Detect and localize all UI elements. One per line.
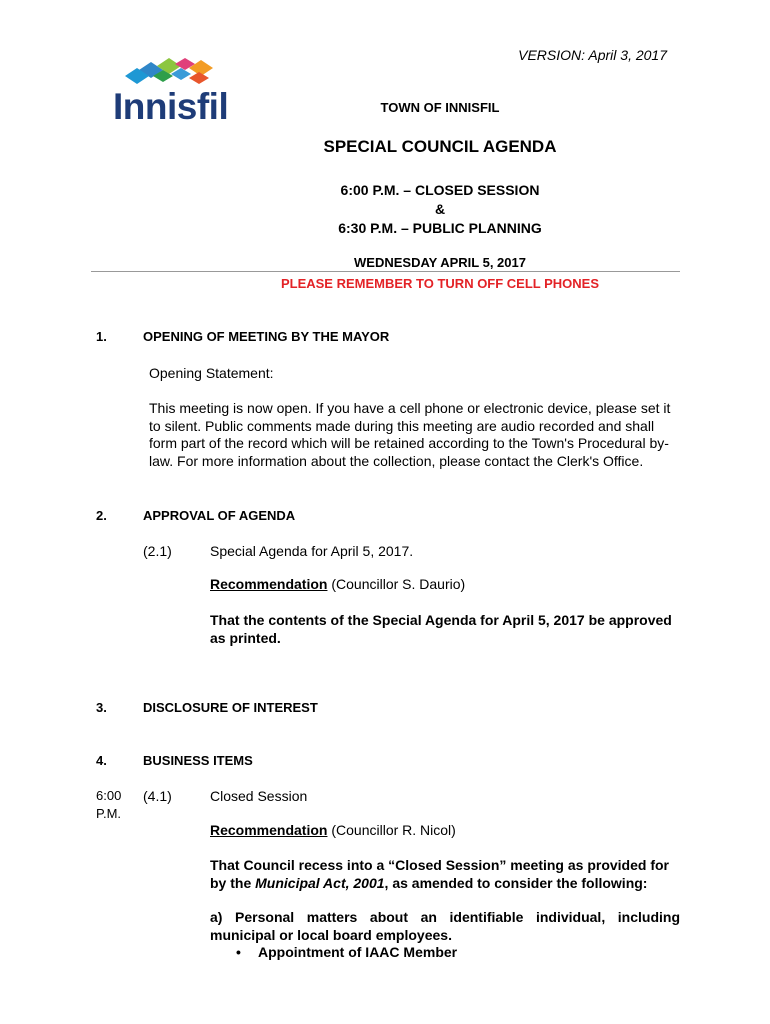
session-line-planning: 6:30 P.M. – PUBLIC PLANNING <box>338 220 542 236</box>
item-4-1-motion <box>210 857 680 892</box>
item-2-1-text: Special Agenda for April 5, 2017. <box>210 543 414 559</box>
motion-text-start: That Council recess into a “Closed Session” meeting as provided for by the <box>210 857 669 891</box>
version-date: VERSION: April 3, 2017 <box>518 47 667 63</box>
section-1-heading: OPENING OF MEETING BY THE MAYOR <box>143 329 390 344</box>
item-2-1-recommendation <box>210 576 680 594</box>
section-4-heading: BUSINESS ITEMS <box>143 753 253 768</box>
opening-statement-body: This meeting is now open. If you have a cell phone or electronic device, please set it to silent. Public comments made during this meeting are audio recorded and shall form part of the record which will be retained according to the Town's Procedural by-law. For more information about the collection, please contact the Clerk's Office. <box>149 400 671 469</box>
recommendation-label: Recommendation <box>210 822 328 838</box>
time-meridiem: P.M. <box>96 806 122 821</box>
item-4-1-time <box>96 787 136 823</box>
session-line-closed: 6:00 P.M. – CLOSED SESSION <box>340 182 540 198</box>
closed-session-bullet <box>236 944 457 960</box>
item-2-1-motion: That the contents of the Special Agenda for April 5, 2017 be approved as printed. <box>210 612 672 646</box>
item-4-1-recommendation <box>210 822 680 840</box>
recommendation-label: Recommendation <box>210 576 328 592</box>
meeting-date: WEDNESDAY APRIL 5, 2017 <box>354 255 526 270</box>
item-4-1-number: (4.1) <box>143 788 172 804</box>
header-divider <box>91 271 680 272</box>
bullet-icon: • <box>236 944 241 960</box>
session-times <box>200 181 680 238</box>
section-3-heading: DISCLOSURE OF INTEREST <box>143 700 318 715</box>
time-hour: 6:00 <box>96 788 122 803</box>
recommendation-mover: (Councillor R. Nicol) <box>327 822 456 838</box>
closed-session-point-a: a) Personal matters about an identifiable individual, including municipal or local board employees. <box>210 909 680 943</box>
recommendation-mover: (Councillor S. Daurio) <box>327 576 466 592</box>
section-4-number: 4. <box>96 753 107 768</box>
session-line-and: & <box>434 201 446 217</box>
motion-act-name: Municipal Act, 2001 <box>255 874 385 891</box>
item-4-1-text: Closed Session <box>210 788 308 804</box>
motion-text-end: , as amended to consider the following: <box>384 874 648 891</box>
section-1-number: 1. <box>96 329 107 344</box>
bullet-text: Appointment of IAAC Member <box>258 944 458 960</box>
town-name: TOWN OF INNISFIL <box>380 100 500 115</box>
opening-statement-label: Opening Statement: <box>149 365 274 381</box>
page-title: SPECIAL COUNCIL AGENDA <box>323 137 557 156</box>
item-2-1-number: (2.1) <box>143 543 172 559</box>
innisfil-logo <box>113 52 243 132</box>
section-3-number: 3. <box>96 700 107 715</box>
logo-wordmark: Innisfil <box>113 86 229 127</box>
cell-phone-reminder: PLEASE REMEMBER TO TURN OFF CELL PHONES <box>280 276 600 291</box>
section-2-number: 2. <box>96 508 107 523</box>
section-2-heading: APPROVAL OF AGENDA <box>143 508 296 523</box>
